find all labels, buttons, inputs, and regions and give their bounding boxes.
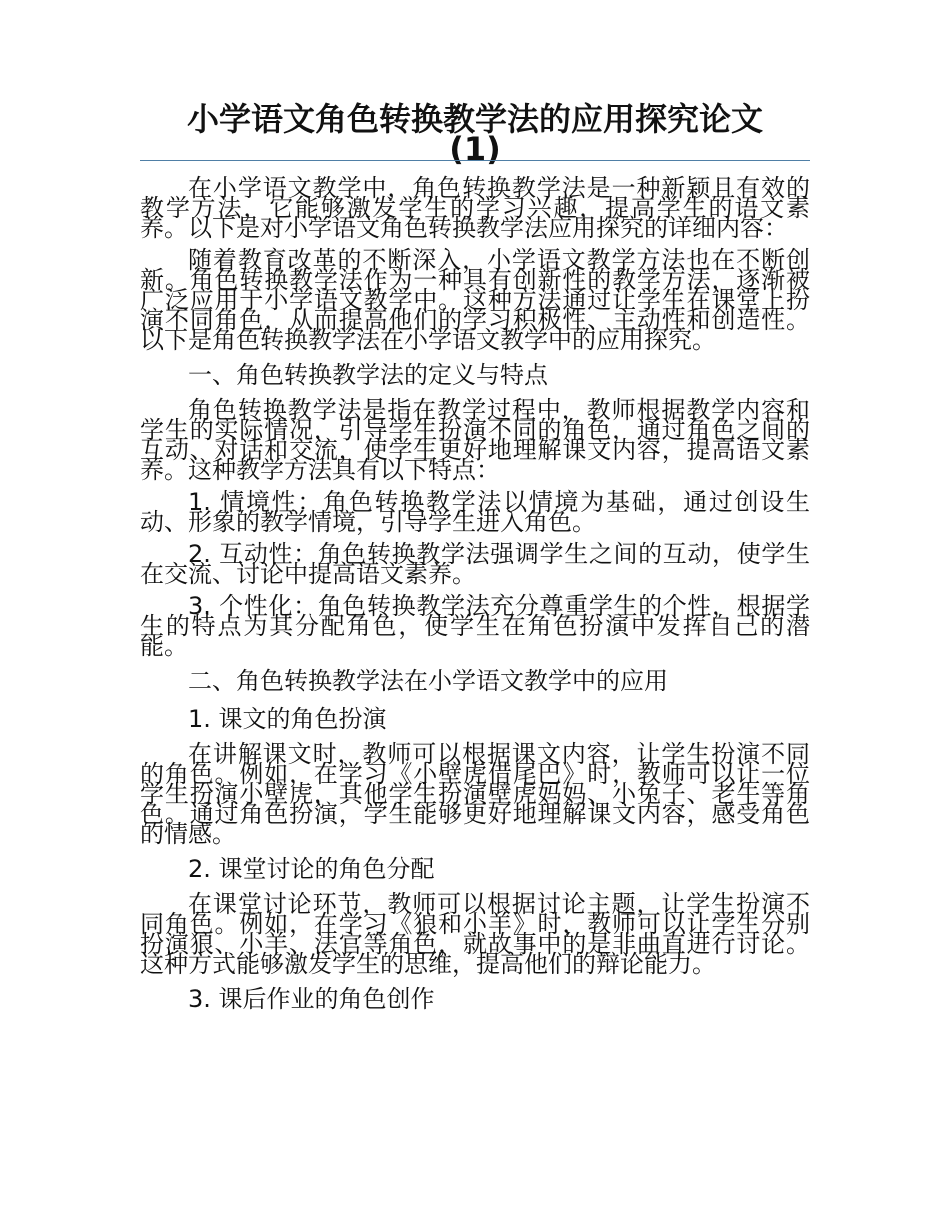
list-item-interactive: 2. 互动性：角色转换教学法强调学生之间的互动，使学生在交流、讨论中提高语文素养。 [140,540,810,588]
document-body [140,174,810,1024]
section-heading-2: 二、角色转换教学法在小学语文教学中的应用 [188,667,668,695]
section-heading-1: 一、角色转换教学法的定义与特点 [188,361,548,389]
subheading-discussion: 2. 课堂讨论的角色分配 [188,855,435,883]
title-divider [140,160,810,161]
paragraph-definition: 角色转换教学法是指在教学过程中，教师根据教学内容和学生的实际情况，引导学生扮演不同的角色，通过角色之间的互动、对话和交流，使学生更好地理解课文内容，提高语文素养。这种教学方法具有以下特点： [140,396,810,484]
document-title [140,100,810,168]
paragraph-discussion: 在课堂讨论环节，教师可以根据讨论主题，让学生扮演不同角色。例如，在学习《狼和小羊》时，教师可以让学生分别扮演狼、小羊、法官等角色，就故事中的是非曲直进行讨论。这种方式能够激发学生的思维，提高他们的辩论能力。 [140,890,810,978]
subheading-role-play: 1. 课文的角色扮演 [188,705,387,733]
list-item-personalized: 3. 个性化：角色转换教学法充分尊重学生的个性，根据学生的特点为其分配角色，使学生在角色扮演中发挥自己的潜能。 [140,592,810,660]
paragraph-role-play: 在讲解课文时，教师可以根据课文内容，让学生扮演不同的角色。例如，在学习《小壁虎借尾巴》时，教师可以让一位学生扮演小壁虎，其他学生扮演壁虎妈妈、小兔子、老牛等角色。通过角色扮演，学生能够更好地理解课文内容，感受角色的情感。 [140,740,810,848]
title-line-1: 小学语文角色转换教学法的应用探究论文 [186,100,763,138]
paragraph-background: 随着教育改革的不断深入，小学语文教学方法也在不断创新。角色转换教学法作为一种具有创新性的教学方法，逐渐被广泛应用于小学语文教学中。这种方法通过让学生在课堂上扮演不同角色，从而提高他们的学习积极性、主动性和创造性。以下是角色转换教学法在小学语文教学中的应用探究。 [140,246,810,354]
list-item-situational: 1. 情境性：角色转换教学法以情境为基础，通过创设生动、形象的教学情境，引导学生进入角色。 [140,488,810,536]
title-line-2: (1) [449,130,501,168]
subheading-homework: 3. 课后作业的角色创作 [188,985,435,1013]
paragraph-intro: 在小学语文教学中，角色转换教学法是一种新颖且有效的教学方法，它能够激发学生的学习兴趣，提高学生的语文素养。以下是对小学语文角色转换教学法应用探究的详细内容： [140,174,810,242]
